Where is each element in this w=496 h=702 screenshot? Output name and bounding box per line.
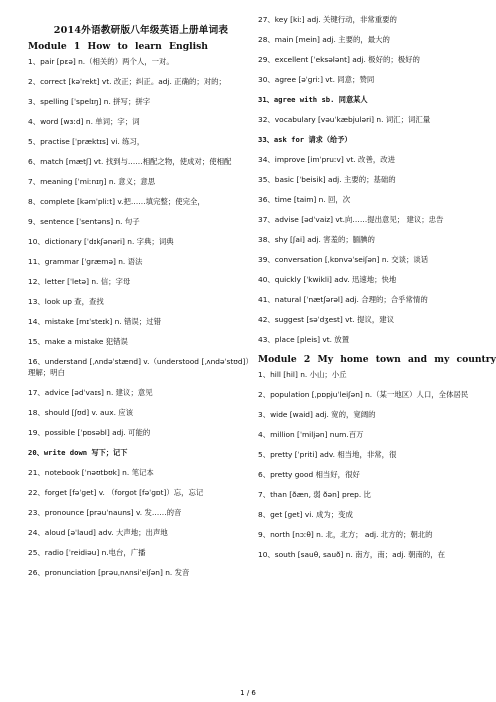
vocab-entry: 7、than [ðæn, 弱 ðən] prep. 比 [258, 489, 371, 499]
vocab-entry: 2、correct [kəˈrekt] vt. 改正；纠正。adj. 正确的；对的； [28, 76, 226, 86]
vocab-entry: 18、should [ʃʊd] v. aux. 应该 [28, 408, 134, 418]
page-number: 1 / 6 [240, 689, 256, 697]
vocab-entry: 33、ask for 请求（给予） [258, 134, 352, 144]
vocab-entry: 13、look up 查，查找 [28, 296, 104, 306]
vocab-entry: 31、agree with sb. 同意某人 [258, 94, 368, 104]
vocab-entry: 30、agree [əˈɡriː] vt. 同意；赞同 [258, 74, 375, 84]
vocab-entry: 1、hill [hil] n. 小山；小丘 [258, 369, 347, 379]
vocab-entry: 21、notebook [ˈnəʊtbʊk] n. 笔记本 [28, 468, 154, 478]
vocab-entry: 4、million [ˈmiljən] num.百万 [258, 429, 364, 439]
vocab-entry: 26、pronunciation [prəuˌnʌnsiˈeiʃən] n. 发音 [28, 568, 190, 578]
vocab-entry: 2、population [ˌpɒpjuˈleiʃən] n.（某一地区）人口，全体居民 [258, 389, 469, 399]
vocab-entry: 3、wide [waid] adj. 宽的，宽阔的 [258, 409, 376, 419]
vocab-entry: 23、pronounce [prəuˈnauns] v. 发……的音 [28, 508, 182, 518]
vocab-entry: 35、basic [ˈbeisik] adj. 主要的；基础的 [258, 174, 396, 184]
vocab-entry: 15、make a mistake 犯错误 [28, 336, 128, 346]
vocab-entry: 20、write down 写下；记下 [28, 448, 128, 458]
vocab-entry: 10、dictionary [ˈdɪkʃənəri] n. 字典；词典 [28, 236, 174, 246]
vocabulary-list-left [28, 56, 254, 579]
vocab-entry: 9、sentence [ˈsentəns] n. 句子 [28, 216, 140, 226]
vocab-entry: 22、forget [fəˈɡet] v. （forgot [fəˈɡɒt]）忘，忘记 [28, 488, 204, 498]
vocab-entry: 32、vocabulary [vəuˈkæbjuləri] n. 词汇；词汇量 [258, 114, 431, 124]
vocab-entry: 4、word [wɜːd] n. 单词；字；词 [28, 116, 140, 126]
vocab-entry: 12、letter [ˈletə] n. 信；字母 [28, 276, 131, 286]
vocab-entry: 39、conversation [ˌkɒnvəˈseiʃən] n. 交谈；谈话 [258, 254, 429, 264]
vocab-entry: 34、improve [imˈpruːv] vt. 改善，改进 [258, 154, 396, 164]
vocab-entry: 1、pair [pɛə] n.（相关的）两个人，一对。 [28, 57, 174, 66]
vocab-entry: 8、complete [kəmˈpliːt] v.把……填完整；使完全， [28, 196, 205, 206]
vocab-entry: 5、pretty [ˈpriti] adv. 相当地，非常，很 [258, 449, 397, 459]
vocab-entry: 8、get [ɡet] vi. 成为；变成 [258, 509, 353, 519]
vocab-entry: 3、spelling [ˈspelɪŋ] n. 拼写；拼字 [28, 96, 151, 106]
vocab-entry: 16、understand [ˌʌndəˈstænd] v.（understood [ˌʌndəˈstʊd]）理解；明白 [28, 356, 253, 378]
vocab-entry: 17、advice [ədˈvaɪs] n. 建议；意见 [28, 388, 153, 398]
vocab-entry: 9、north [nɔːθ] n. 北，北方； adj. 北方的；朝北的 [258, 529, 433, 539]
right-column [258, 14, 496, 569]
vocabulary-list-module-2 [258, 369, 484, 560]
vocab-entry: 24、aloud [əˈlaud] adv. 大声地；出声地 [28, 528, 168, 538]
vocab-entry: 36、time [taim] n. 回，次 [258, 194, 351, 204]
vocab-entry: 7、meaning [ˈmiːnɪŋ] n. 意义；意思 [28, 176, 156, 186]
vocab-entry: 38、shy [ʃai] adj. 害羞的；腼腆的 [258, 234, 375, 244]
vocab-entry: 40、quickly [ˈkwikli] adv. 迅速地；快地 [258, 274, 397, 284]
vocab-entry: 42、suggest [səˈdʒest] vt. 提议，建议 [258, 314, 395, 324]
left-column [28, 14, 254, 587]
vocab-entry: 11、grammar [ˈɡræmə] n. 语法 [28, 256, 143, 266]
vocab-entry: 6、match [mætʃ] vt. 找到与……相配之物，使成对；使相配 [28, 156, 232, 166]
vocab-entry: 5、practise [ˈpræktɪs] vi. 练习， [28, 136, 145, 146]
vocabulary-list-right [258, 14, 484, 345]
module-2-heading: Module 2 My home town and my country [258, 353, 496, 365]
vocab-entry: 43、place [pleis] vt. 放置 [258, 334, 350, 344]
vocab-entry: 41、natural [ˈnætʃərəl] adj. 合理的；合乎常情的 [258, 294, 428, 304]
vocab-entry: 29、excellent [ˈeksələnt] adj. 极好的；极好的 [258, 54, 420, 64]
module-1-heading: Module 1 How to learn English [28, 41, 208, 52]
vocab-entry: 10、south [sauθ, sauð] n. 南方，南；adj. 朝南的，在 [258, 549, 446, 559]
vocab-entry: 37、advise [ədˈvaiz] vt.向……提出意见； 建议；忠告 [258, 214, 444, 224]
document-title: 2014外语教研版八年级英语上册单词表 [53, 25, 229, 36]
vocab-entry: 6、pretty good 相当好，很好 [258, 469, 360, 479]
vocab-entry: 14、mistake [mɪˈsteɪk] n. 错误；过错 [28, 316, 161, 326]
vocab-entry: 25、radio [ˈreidiəu] n.电台，广播 [28, 548, 146, 558]
vocab-entry: 19、possible [ˈpɒsəbl] adj. 可能的 [28, 428, 151, 438]
vocab-entry: 28、main [mein] adj. 主要的，最大的 [258, 34, 390, 44]
vocab-entry: 27、key [kiː] adj. 关键行动，非常重要的 [258, 15, 397, 24]
